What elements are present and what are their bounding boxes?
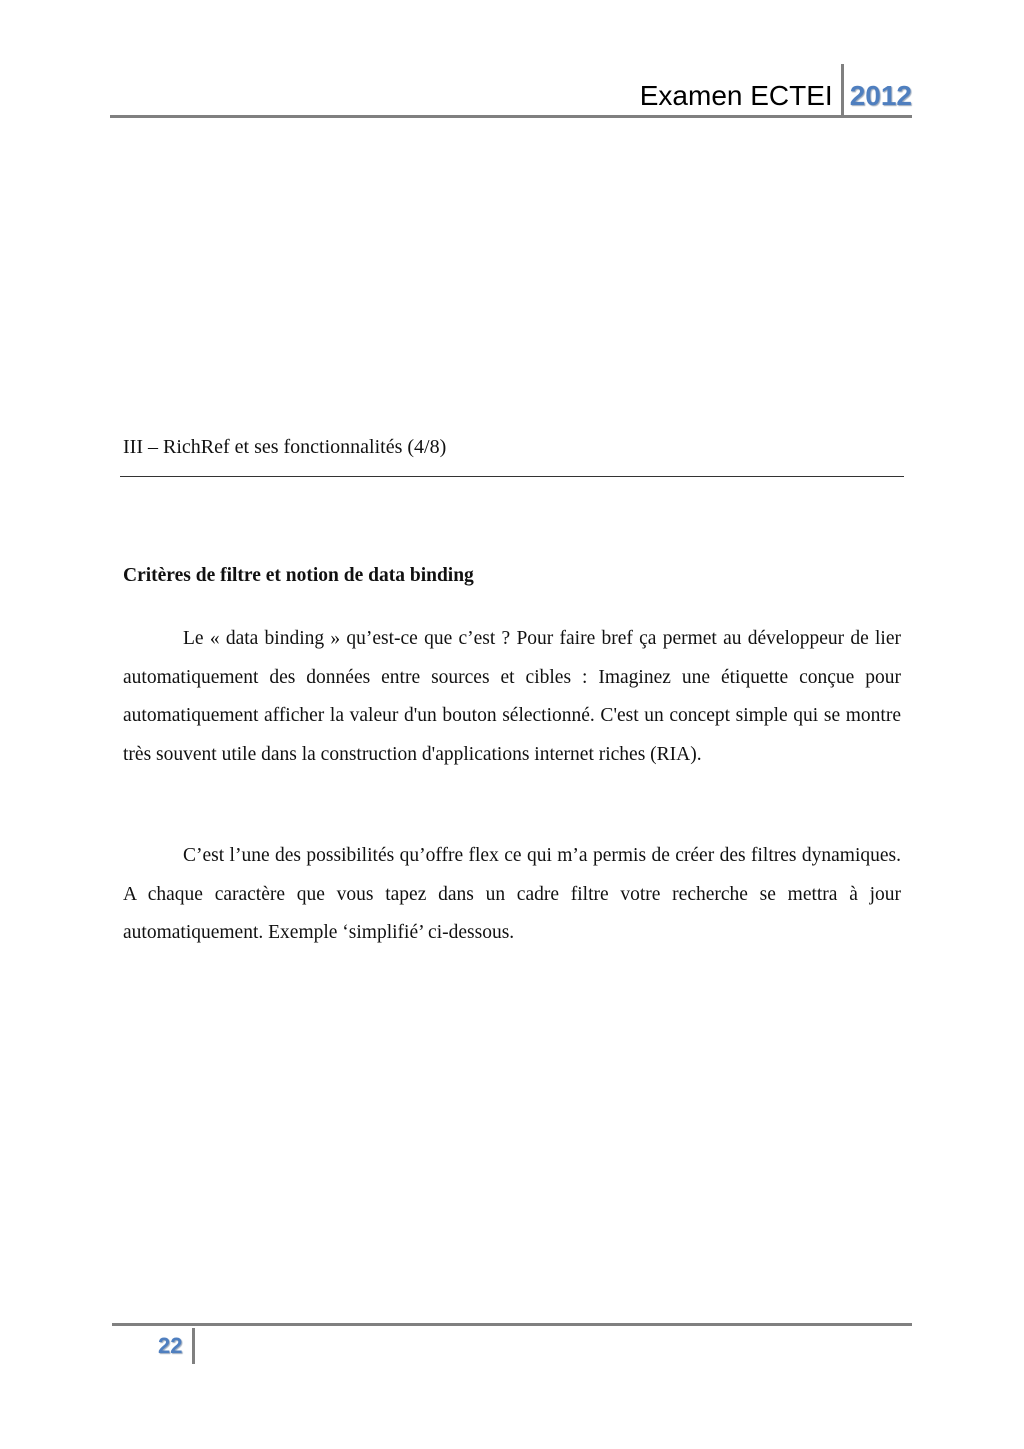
subheading: Critères de filtre et notion de data binding [123, 565, 474, 586]
section-title: III – RichRef et ses fonctionnalités (4/8) [123, 436, 447, 458]
header-title: Examen ECTEI [639, 80, 833, 111]
header-separator [841, 64, 844, 116]
header-year: 2012 [849, 80, 912, 111]
page-number: 22 [158, 1333, 183, 1358]
header-rule [110, 115, 912, 118]
page-header [640, 68, 912, 116]
section-rule [120, 476, 904, 477]
footer-rule [112, 1323, 912, 1326]
paragraph-2: C’est l’une des possibilités qu’offre flex ce qui m’a permis de créer des filtres dynamiques. A chaque caractère que vous tapez dans un cadre filtre votre recherche se mettra à jour automatiquement. Exemple ‘simplifié’ ci-dessous. [123, 845, 901, 943]
footer-separator [192, 1328, 195, 1364]
paragraph-1: Le « data binding » qu’est-ce que c’est ? Pour faire bref ça permet au développeur de lier automatiquement des données entre sources et cibles : Imaginez une étiquette conçue pour automatiquement afficher la valeur d'un bouton sélectionné. C'est un concept simple qui se montre très souvent utile dans la construction d'applications internet riches (RIA). [123, 628, 901, 765]
